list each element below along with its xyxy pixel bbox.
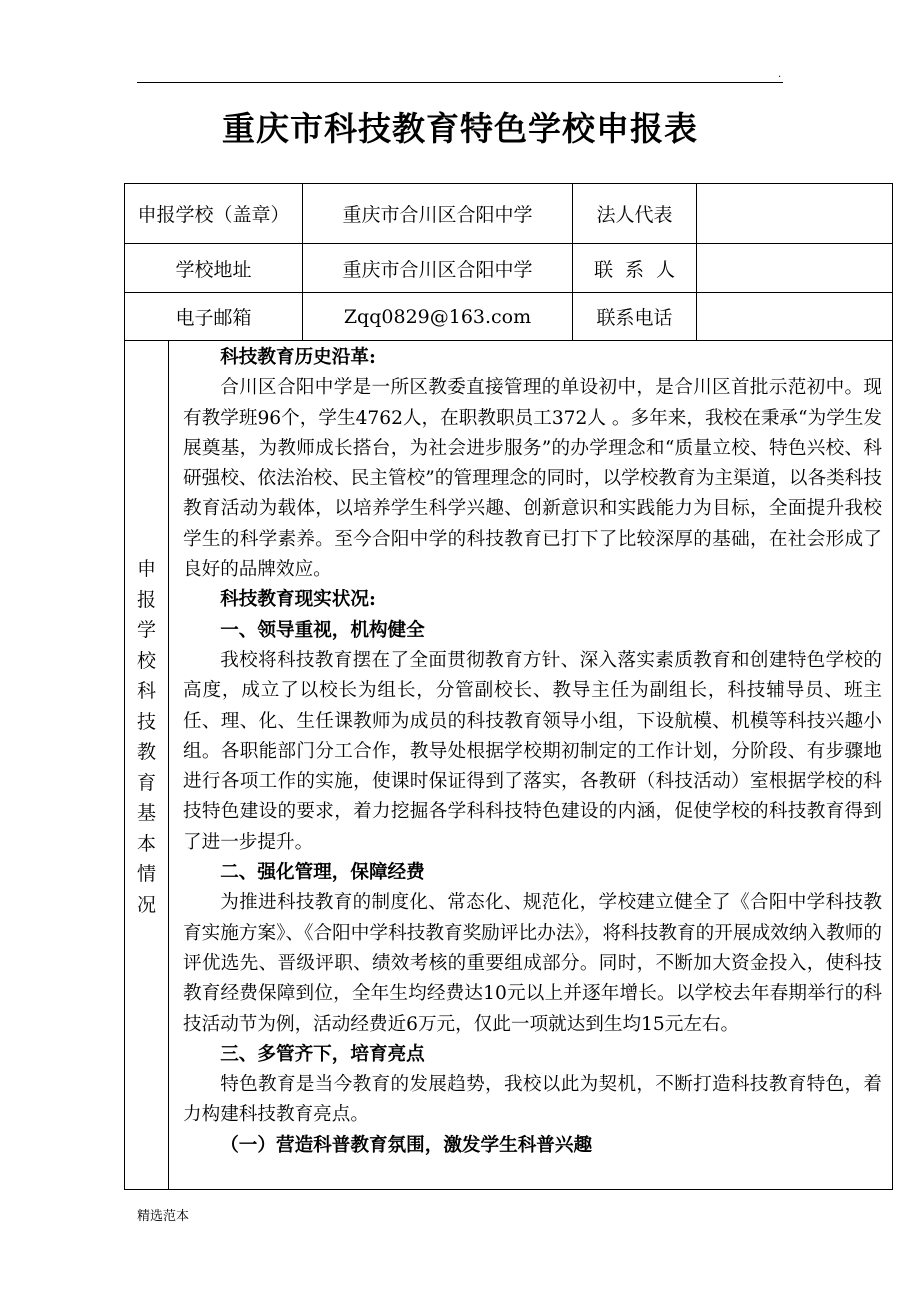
form-row-email [125,293,893,341]
header-dot: . [778,69,782,80]
side-label-vertical: 申报学校科技教育基本情况 [136,558,156,916]
label-email: 电子邮箱 [125,293,303,341]
value-email: Zqq0829@163.com [303,293,573,341]
value-school-address: 重庆市合川区合阳中学 [303,244,573,293]
value-contact-person [697,244,893,293]
application-form-table [124,183,893,1190]
label-school-name: 申报学校（盖章） [125,184,303,244]
heading-leadership: 一、领导重视，机构健全 [220,619,425,641]
value-phone [697,293,893,341]
label-legal-representative: 法人代表 [573,184,697,244]
paragraph-management: 为推进科技教育的制度化、常态化、规范化，学校建立健全了《合阳中学科技教育实施方案》、《合阳中学科技教育奖励评比办法》，将科技教育的开展成效纳入教师的评优选先、晋级评职、绩效考核的重要组成部分。同时，不断加大资金投入，使科技教育经费保障到位，全年生均经费达10元以上并逐年增长。以学校去年春期举行的科技活动节为例，活动经费近6万元，仅此一项就达到生均15元左右。 [183,892,883,1035]
value-legal-representative [697,184,893,244]
heading-status: 科技教育现实状况: [220,589,376,611]
document-title: 重庆市科技教育特色学校申报表 [222,109,698,148]
label-phone: 联系电话 [573,293,697,341]
heading-management: 二、强化管理，保障经费 [220,862,425,884]
paragraph-history: 合川区合阳中学是一所区教委直接管理的单设初中，是合川区首批示范初中。现有教学班96个，学生4762人，在职教职员工372人 。多年来，我校在秉承“为学生发展奠基，为教师成长搭台，为社会进步服务”的办学理念和“质量立校、特色兴校、科研强校、依法治校、民主管校”的管理理念的同时，以学校教育为主渠道，以各类科技教育活动为载体，以培养学生科学兴趣、创新意识和实践能力为目标，全面提升我校学生的科学素养。至今合阳中学的科技教育已打下了比较深厚的基础，在社会形成了良好的品牌效应。 [183,377,883,581]
side-label-cell [125,341,169,1190]
value-school-name: 重庆市合川区合阳中学 [303,184,573,244]
label-school-address: 学校地址 [125,244,303,293]
paragraph-highlights: 特色教育是当今教育的发展趋势，我校以此为契机，不断打造科技教育特色，着力构建科技教育亮点。 [183,1074,883,1126]
heading-highlights: 三、多管齐下，培育亮点 [220,1043,425,1065]
form-row-school [125,184,893,244]
basic-info-content [169,341,893,1190]
form-row-basic-info [125,341,893,1190]
subheading-atmosphere: （一）营造科普教育氛围，激发学生科普兴趣 [220,1134,593,1156]
paragraph-leadership: 我校将科技教育摆在了全面贯彻教育方针、深入落实素质教育和创建特色学校的高度，成立了以校长为组长，分管副校长、教导主任为副组长，科技辅导员、班主任、理、化、生任课教师为成员的科技教育领导小组，下设航模、机模等科技兴趣小组。各职能部门分工合作，教导处根据学校期初制定的工作计划，分阶段、有步骤地进行各项工作的实施，使课时保证得到了落实，各教研（科技活动）室根据学校的科技特色建设的要求，着力挖掘各学科科技特色建设的内涵，促使学校的科技教育得到了进一步提升。 [183,649,883,853]
form-row-address [125,244,893,293]
label-contact-person: 联系人 [573,244,697,293]
header-rule [137,82,783,83]
heading-history: 科技教育历史沿革: [220,347,376,368]
footer-text: 精选范本 [137,1209,190,1224]
